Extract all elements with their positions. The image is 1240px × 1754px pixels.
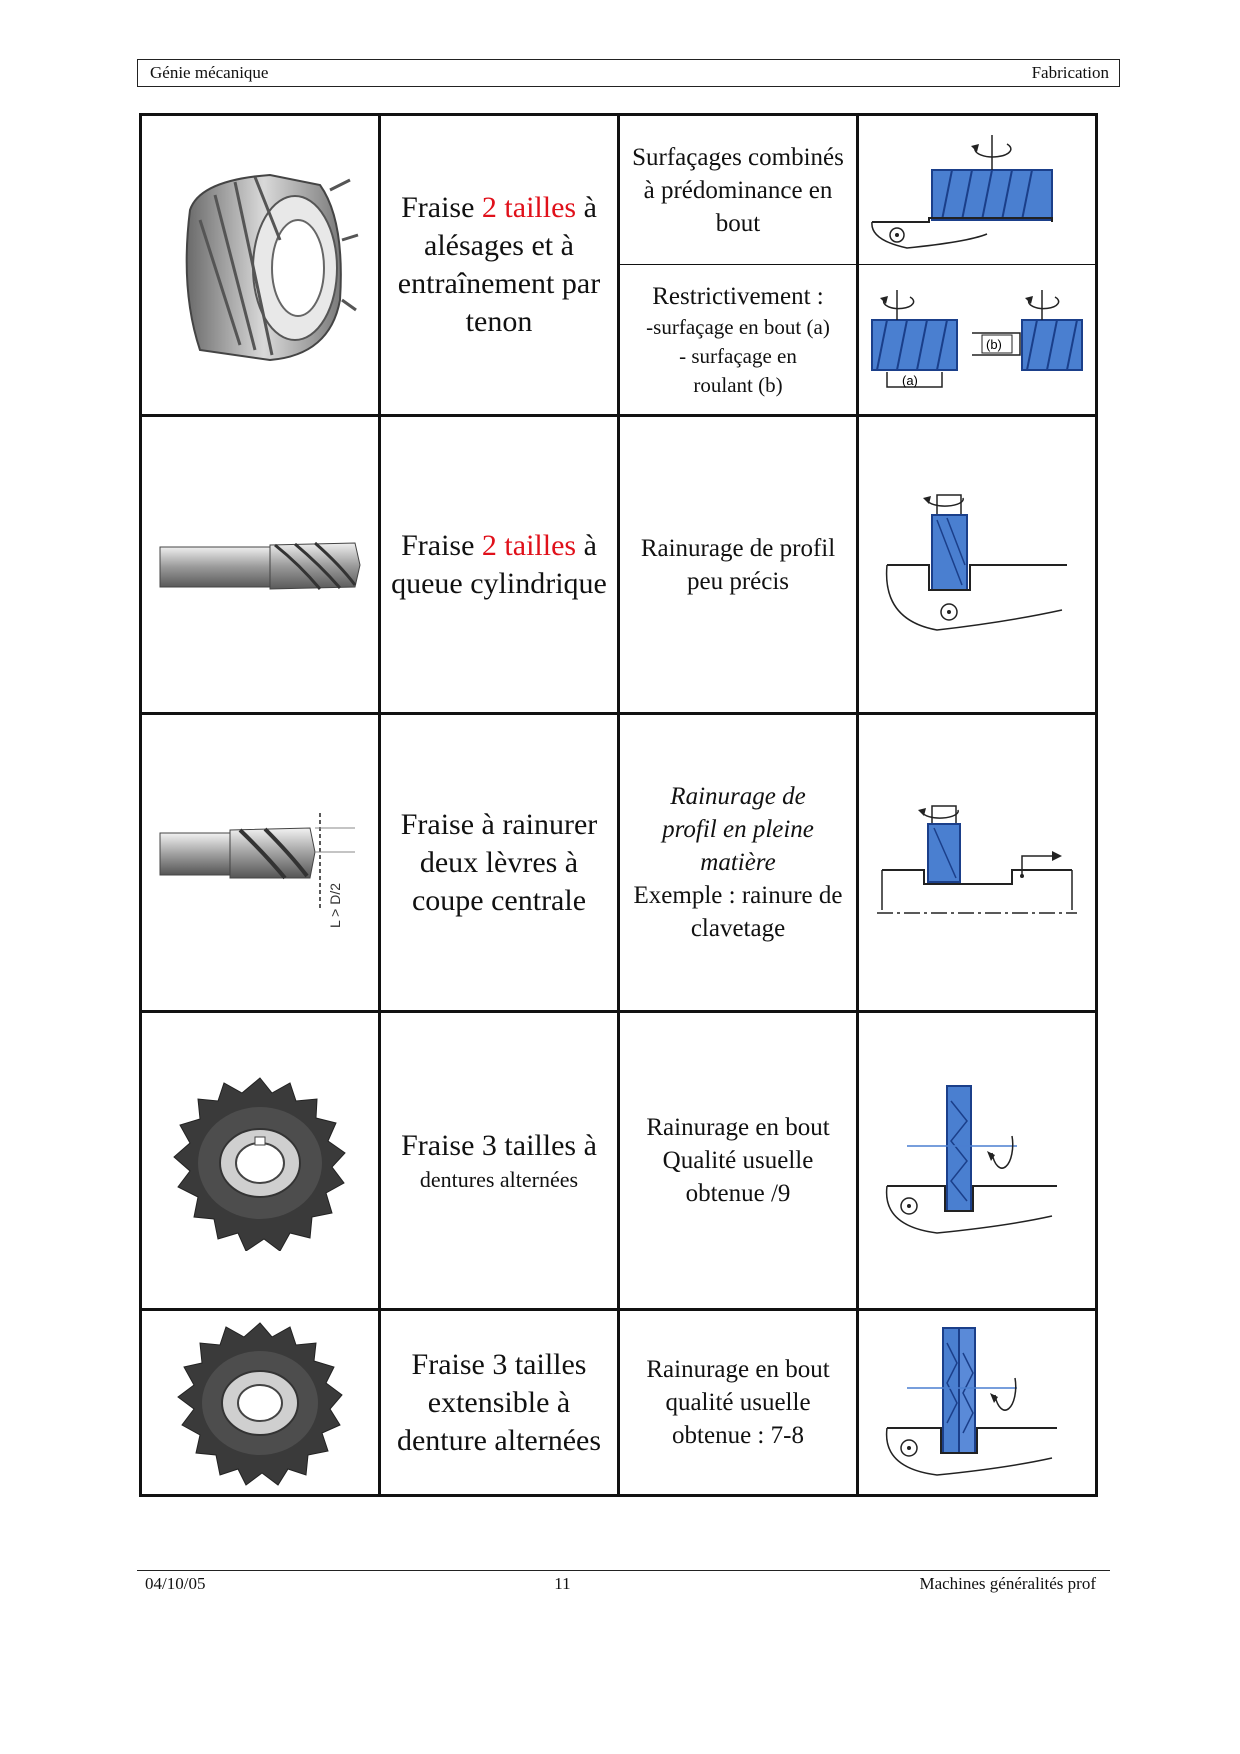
usage-text: Exemple : rainure de clavetage: [633, 882, 843, 942]
cutter-photo-cell: [141, 1310, 380, 1496]
diagram-bottom: [859, 265, 1095, 414]
diagram-cell: [858, 1012, 1097, 1310]
milling-cutters-table: [139, 113, 1098, 1497]
usage-bottom: [620, 265, 856, 414]
table-row: [141, 1310, 1097, 1496]
footer-page-number: 11: [554, 1574, 571, 1593]
cutter-name-highlight: 2 tailles: [481, 191, 577, 224]
footer-rule: [137, 1570, 1110, 1571]
diagram-cell: [858, 416, 1097, 714]
usage-cell: [619, 714, 858, 1012]
table-row: [141, 115, 1097, 416]
usage-top: [620, 116, 856, 265]
header-right: Fabrication: [1031, 63, 1109, 82]
side-and-face-cutter-image: [160, 1071, 360, 1251]
adjustable-slotting-diagram: [877, 1323, 1077, 1483]
diagram-top: [859, 116, 1095, 265]
cutter-name-highlight: 2 tailles: [481, 528, 577, 562]
usage-text-italic: Rainurage de profil en pleine matière: [662, 783, 814, 876]
usage-text: Surfaçages combinés à prédominance en bout: [632, 143, 844, 237]
header-left: Génie mécanique: [150, 63, 269, 82]
usage-cell: [619, 1012, 858, 1310]
cutter-name-cell: [380, 714, 619, 1012]
table-row: [141, 714, 1097, 1012]
cutter-name-text-end: à alésages et à entraînement par tenon: [397, 191, 601, 338]
usage-cell: [619, 115, 858, 416]
face-milling-diagram: [867, 130, 1087, 250]
cutter-photo-cell: [141, 115, 380, 416]
usage-cell: [619, 416, 858, 714]
label-a: (a): [902, 372, 918, 388]
usage-text: Rainurage de profil peu précis: [640, 534, 836, 595]
adjustable-side-cutter-image: [160, 1318, 360, 1488]
cutter-name-text: Fraise: [401, 528, 482, 562]
slot-drill-image: [155, 788, 365, 938]
cutter-photo-cell: [141, 1012, 380, 1310]
cutter-photo-cell: [141, 416, 380, 714]
svg-text:L > D/2: L > D/2: [327, 882, 343, 928]
cutter-name-text: Fraise: [401, 191, 482, 224]
usage-line-a: -surfaçage en bout (a): [646, 314, 830, 339]
cutter-name-cell: [380, 1012, 619, 1310]
cutter-name-cell: [380, 416, 619, 714]
usage-text: Rainurage en bout qualité usuelle obtenue : 7-8: [646, 1356, 830, 1449]
diagram-cell: [858, 714, 1097, 1012]
usage-text: Rainurage en bout Qualité usuelle obtenue /9: [646, 1114, 830, 1207]
page-header: [137, 59, 1120, 87]
table-row: [141, 416, 1097, 714]
slotting-diagram: [877, 490, 1077, 640]
footer-title: Machines généralités prof: [919, 1574, 1096, 1593]
face-and-peripheral-milling-diagram: [862, 275, 1092, 405]
cutter-photo-cell: [141, 714, 380, 1012]
table-row: [141, 1012, 1097, 1310]
page-footer: [137, 1574, 1110, 1594]
cutter-name-text-end: à queue cylindrique: [391, 528, 607, 600]
side-slotting-diagram: [877, 1081, 1077, 1241]
cutter-name-text: Fraise 3 tailles extensible à denture alternées: [396, 1347, 602, 1457]
usage-cell: [619, 1310, 858, 1496]
cutter-name-text: Fraise à rainurer deux lèvres à coupe centrale: [400, 807, 598, 917]
shell-end-mill-image: [160, 150, 360, 380]
cutter-name-cell: [380, 115, 619, 416]
cutter-name-subtitle: dentures alternées: [419, 1166, 579, 1192]
diagram-cell: [858, 1310, 1097, 1496]
footer-date: 04/10/05: [145, 1574, 206, 1593]
usage-line-b: - surfaçage en roulant (b): [679, 343, 797, 397]
cutter-name-text: Fraise 3 tailles à: [401, 1128, 597, 1162]
cutter-name-cell: [380, 1310, 619, 1496]
keyway-slotting-diagram: [872, 798, 1082, 928]
diagram-cell: [858, 115, 1097, 416]
usage-title: Restrictivement :: [652, 282, 824, 310]
label-b: (b): [986, 336, 1002, 352]
end-mill-image: [155, 525, 365, 605]
